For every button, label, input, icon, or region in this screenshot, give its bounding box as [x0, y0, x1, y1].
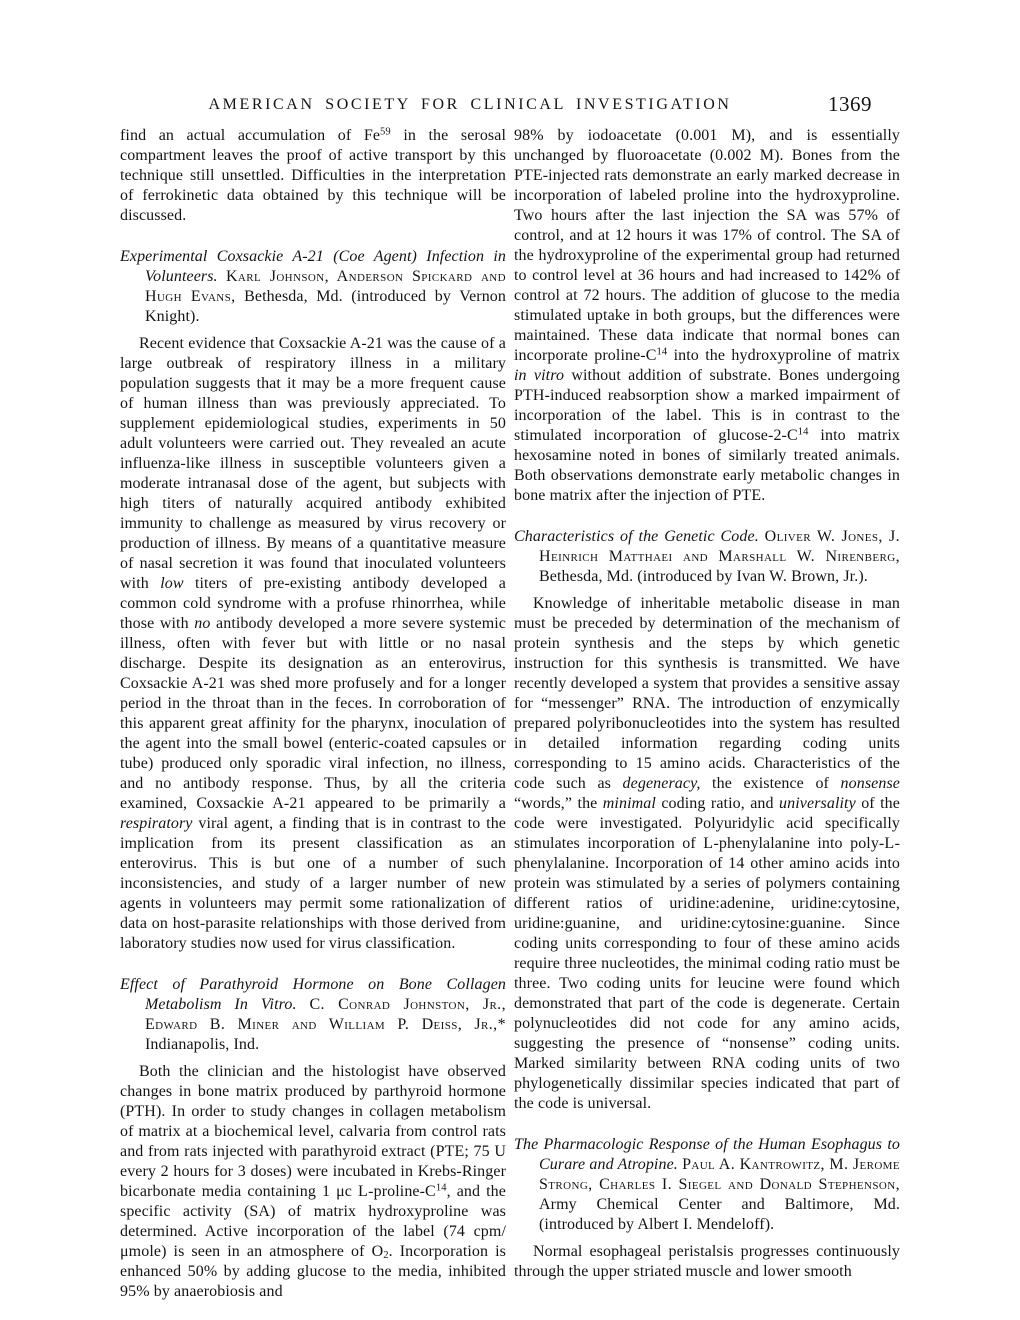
continuation-paragraph: find an actual accumulation of Fe$^{59}$ in the serosal compartment leaves the proof of active transport by this technique still unsettled. Difficulties in the interpretation of ferrokinetic data obtained by this technique will be discussed.: [120, 126, 507, 224]
abstract-title-authors: Characteristics of the Genetic Code. Oliver W. Jones, J. Heinrich Matthaei and Marshall W. Nirenberg, Bethesda, Md. (introduced by Ivan W. Brown, Jr.).: [514, 528, 900, 585]
abstract-genetic-code: [514, 527, 900, 1114]
abstract-paragraph: Normal esophageal peristalsis progresses continuously through the upper striated muscle and lower smooth: [514, 1243, 900, 1280]
running-head: [120, 92, 900, 118]
two-column-text-area: [120, 126, 900, 1302]
abstract-esophagus-curare: [514, 1135, 900, 1282]
abstract-title-authors: The Pharmacologic Response of the Human Esophagus to Curare and Atropine. Paul A. Kantrowitz, M. Jerome Strong, Charles I. Siegel and Donald Stephenson, Army Chemical Center and Baltimore, Md. (introduced by Albert I. Mendeloff).: [514, 1136, 900, 1233]
running-title: AMERICAN SOCIETY FOR CLINICAL INVESTIGATION: [208, 96, 732, 113]
right-column: [514, 126, 900, 1302]
abstract-coxsackie-a21: [120, 247, 506, 954]
abstract-paragraph: Knowledge of inheritable metabolic disease in man must be preceded by determination of the mechanism of protein synthesis and the steps by which genetic instruction for this synthesis is transmitted. We have recently developed a system that provides a sensitive assay for “messenger” RNA. The introduction of enzymically prepared polyribonucleotides into the system has resulted in detailed information regarding coding units corresponding to 15 amino acids. Characteristics of the code such as degeneracy, the existence of nonsense “words,” the minimal coding ratio, and universality of the code were investigated. Polyuridylic acid specifically stimulates incorporation of L-phenylalanine into poly-L-phenylalanine. Incorporation of 14 other amino acids into protein was stimulated by a series of polymers containing different ratios of uridine:adenine, uridine:cytosine, uridine:guanine, and uridine:cytosine:guanine. Since coding units corresponding to four of these amino acids require three nucleotides, the minimal coding ratio must be three. Two coding units for leucine were found which demonstrated that part of the code is degenerate. Certain polynucleotides did not code for any amino acids, suggesting the presence of “nonsense” coding units. Marked similarity between RNA coding units of two phylogenetically dissimilar species indicated that part of the code is universal.: [514, 595, 900, 1112]
abstract-title-authors: Effect of Parathyroid Hormone on Bone Collagen Metabolism In Vitro. C. Conrad Johnston, Jr., Edward B. Miner and William P. Deiss, Jr.,* Indianapolis, Ind.: [120, 976, 506, 1053]
abstract-paragraph: Recent evidence that Coxsackie A-21 was the cause of a large outbreak of respiratory illness in a military population suggests that it may be a more frequent cause of human illness than was previously appreciated. To supplement epidemiological studies, experiments in 50 adult volunteers were carried out. They revealed an acute influenza-like illness in susceptible volunteers given a moderate intranasal dose of the agent, but subjects with high titers of naturally acquired antibody exhibited immunity to challenge as measured by virus recovery or production of illness. By means of a quantitative measure of nasal secretion it was found that inoculated volunteers with low titers of pre-existing antibody developed a common cold syndrome with a profuse rhinorrhea, while those with no antibody developed a more severe systemic illness, often with fever but with little or no nasal discharge. Despite its designation as an enterovirus, Coxsackie A-21 was shed more profusely and for a longer period in the throat than in the feces. In corroboration of this apparent great affinity for the pharynx, inoculation of the agent into the small bowel (enteric-coated capsules or tube) produced only sporadic viral infection, no illness, and no antibody response. Thus, by all the criteria examined, Coxsackie A-21 appeared to be primarily a respiratory viral agent, a finding that is in contrast to the implication from its present classification as an enterovirus. This is but one of a number of such inconsistencies, and study of a larger number of new agents in volunteers may permit some rationalization of data on host-parasite relationships with those derived from laboratory studies now used for virus classification.: [120, 335, 506, 952]
abstract-title-authors: Experimental Coxsackie A-21 (Coe Agent) Infection in Volunteers. Karl Johnson, Anderson Spickard and Hugh Evans, Bethesda, Md. (introduced by Vernon Knight).: [120, 248, 507, 325]
continuation-paragraph: 98% by iodoacetate (0.001 M), and is essentially unchanged by fluoroacetate (0.002 M). Bones from the PTE-injected rats demonstrate an early marked decrease in incorporation of labeled proline into the hydroxyproline. Two hours after the last injection the SA was 57% of control, and at 12 hours it was 17% of control. The SA of the hydroxyproline of the experimental group had returned to control level at 36 hours and had increased to 142% of control at 72 hours. The addition of glucose to the media stimulated uptake in both groups, but the differences were maintained. These data indicate that normal bones can incorporate proline-$C^{14}$ into the hydroxyproline of matrix in vitro without addition of substrate. Bones undergoing PTH-induced reabsorption show a marked impairment of incorporation of the label. This is in contrast to the stimulated incorporation of glucose-$2-C^{14}$ into matrix hexosamine noted in bones of similarly treated animals. Both observations demonstrate early metabolic changes in bone matrix after the injection of PTE.: [514, 127, 900, 504]
abstract-parathyroid-bone-collagen: [120, 975, 506, 1302]
abstract-paragraph: Both the clinician and the histologist have observed changes in bone matrix produced by parthyroid hormone (PTH). In order to study changes in collagen metabolism of matrix at a biochemical level, calvaria from control rats and from rats injected with parathyroid extract (PTE; 75 U every 2 hours for 3 doses) were incubated in Krebs-Ringer bicarbonate media containing 1 μc $L-proline-C^{14}$, and the specific activity (SA) of matrix hydroxyproline was determined. Active incorporation of the label (74 cpm/μmole) is seen in an atmosphere of O2. Incorporation is enhanced 50% by adding glucose to the media, inhibited 95% by anaerobiosis and: [120, 1063, 506, 1300]
left-column: [120, 126, 506, 1302]
page-number: 1369: [828, 92, 872, 116]
